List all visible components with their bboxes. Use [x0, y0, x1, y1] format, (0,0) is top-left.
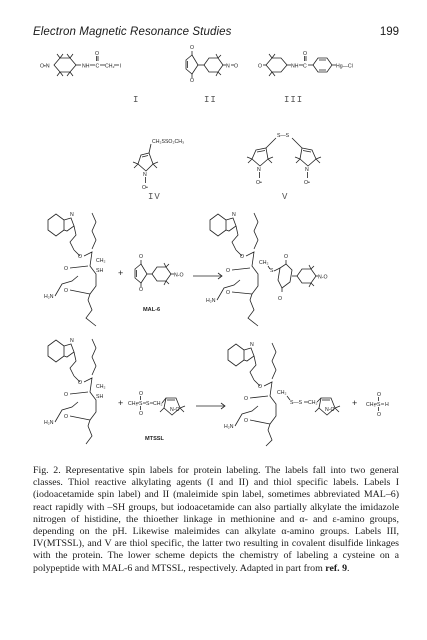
scheme-mtssl — [44, 338, 389, 446]
atom-label: O — [64, 414, 69, 420]
atom-label: N-O — [170, 407, 180, 413]
atom-label: O — [64, 392, 69, 398]
atom-label: NH — [82, 63, 90, 70]
structure-i — [40, 51, 121, 76]
atom-label: O — [64, 288, 69, 294]
atom-label: O — [258, 384, 263, 390]
atom-label: S — [146, 401, 150, 407]
atom-label: S — [377, 402, 381, 408]
atom-label: N-O — [174, 272, 184, 279]
atom-label: O — [64, 266, 69, 272]
peptide-product-2 — [224, 342, 340, 446]
atom-label: CH₃ — [366, 402, 376, 408]
atom-label: N — [305, 167, 309, 173]
atom-label: CH₂ — [96, 258, 106, 264]
atom-label: O — [139, 391, 144, 397]
atom-label: O — [240, 254, 245, 260]
atom-label: O — [78, 380, 83, 386]
atom-label: H₂N — [224, 424, 234, 430]
caption-text: Fig. 2. Representative spin labels for protein labeling. The labels fall into two general classes. Thiol reactive alkylating agents (I and II) and thiol specific labels. Labels I (iodoacetamide spin label) and II (maleimide spin label, sometimes abbreviated MAL–6) react rapidly with –SH groups, but iodoacetamide can also partially alkylate the imidazole nitrogen of histidine, the thioether linkage in methionine and α- and ε-amino groups, depending on the pH. Likewise maleimides can alkylate α-amino groups. Labels III, IV(MTSSL), and V are thiol specific, the latter two resulting in covalent disulfide linkages with the protein. The lower scheme depicts the chemistry of labeling a cysteine on a polypeptide with MAL-6 and MTSSL, respectively. Adapted in part from — [33, 464, 399, 574]
atom-label: CH₂ — [259, 260, 269, 266]
structure-iv — [133, 139, 184, 191]
atom-label: N — [250, 342, 254, 348]
plus-sign: + — [118, 268, 124, 278]
atom-label: NH — [291, 63, 299, 70]
structure-ii — [186, 45, 238, 84]
mal6-reagent — [135, 254, 184, 293]
atom-label: Hg—Cl — [336, 63, 353, 70]
atom-label: O — [190, 45, 195, 51]
atom-label: O — [244, 396, 249, 402]
reagent-label-mtssl: MTSSL — [145, 436, 164, 442]
atom-label: O — [226, 290, 231, 296]
atom-label: H₂N — [44, 420, 54, 426]
atom-label: N — [143, 172, 147, 178]
atom-label: C — [95, 63, 100, 70]
atom-label: N — [70, 212, 74, 218]
reagent-label-mal6: MAL-6 — [143, 307, 161, 313]
atom-label: N — [226, 63, 230, 70]
atom-label: CH₂SSO₂CH₃ — [152, 139, 185, 145]
atom-label: O — [303, 51, 308, 57]
atom-label: CH₃ — [128, 401, 138, 407]
atom-label: O — [139, 287, 144, 293]
atom-label: CH₂ — [277, 390, 287, 396]
atom-label: O — [226, 268, 231, 274]
label-iv: IV — [148, 192, 161, 202]
atom-label: N-O — [325, 407, 335, 413]
caption-reference: ref. 9 — [325, 562, 348, 574]
atom-label: O — [95, 51, 100, 57]
atom-label: N — [257, 167, 261, 173]
atom-label: S — [139, 401, 143, 407]
atom-label: SH — [96, 268, 104, 274]
atom-label: O — [190, 78, 195, 84]
atom-label: O — [234, 63, 239, 70]
label-iii: III — [284, 95, 304, 105]
atom-label: O — [377, 392, 382, 398]
atom-label: O — [258, 63, 263, 70]
atom-label: O — [278, 296, 283, 302]
peptide-reactant — [44, 212, 106, 326]
atom-label: O• — [256, 180, 262, 186]
atom-label: N — [232, 212, 236, 218]
atom-label: O•N — [40, 63, 50, 70]
atom-label: O — [139, 411, 144, 417]
peptide-reactant-2 — [44, 338, 106, 444]
atom-label: O — [78, 254, 83, 260]
atom-label: CH₂ — [308, 400, 318, 406]
atom-label: SH — [96, 394, 104, 400]
atom-label: C — [303, 63, 307, 70]
atom-label: N — [70, 338, 74, 344]
label-i: I — [133, 95, 140, 105]
atom-label: H₂N — [44, 294, 54, 300]
atom-label: O — [139, 254, 144, 260]
caption-end: . — [347, 562, 350, 574]
atom-label: CH₂ — [153, 401, 163, 407]
label-v: V — [282, 192, 289, 202]
atom-label: CH₂ — [105, 63, 115, 70]
atom-label: I — [120, 63, 122, 70]
atom-label: S — [270, 268, 274, 274]
atom-label: H — [385, 402, 389, 408]
label-ii: II — [204, 95, 217, 105]
page-number: 199 — [379, 26, 399, 38]
peptide-product — [206, 212, 328, 326]
mtssl-reagent — [128, 391, 185, 417]
atom-label: S—S — [277, 133, 290, 139]
scheme-mal6 — [44, 212, 328, 326]
plus-sign: + — [118, 398, 124, 408]
atom-label: O• — [304, 180, 310, 186]
atom-label: N-O — [318, 274, 328, 281]
atom-label: H₂N — [206, 298, 216, 304]
running-head: Electron Magnetic Resonance Studies — [33, 26, 232, 38]
plus-sign: + — [352, 398, 358, 408]
structure-iii — [258, 51, 353, 76]
atom-label: O — [244, 418, 249, 424]
methanesulfinic-acid — [366, 392, 389, 418]
atom-label: O• — [142, 185, 148, 191]
figure-caption — [33, 465, 399, 575]
atom-label: O — [377, 412, 382, 418]
atom-label: CH₂ — [96, 384, 106, 390]
atom-label: O — [284, 254, 289, 260]
structure-v — [247, 133, 321, 186]
atom-label: S—S — [290, 400, 303, 406]
